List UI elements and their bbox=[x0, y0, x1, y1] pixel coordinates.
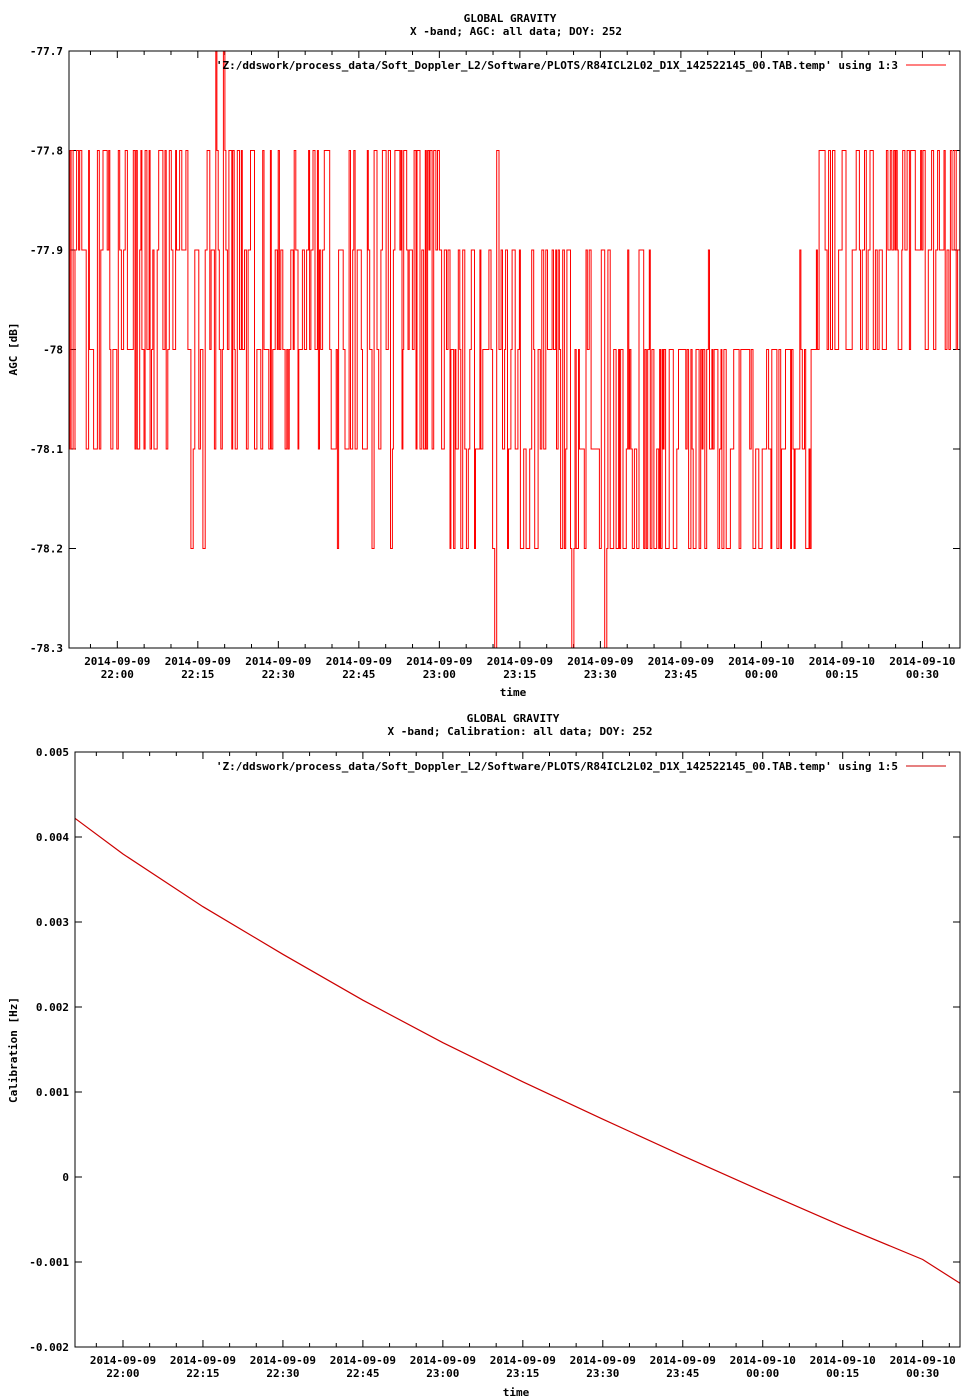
x-tick-time-label: 23:00 bbox=[426, 1367, 460, 1380]
y-tick-label: 0 bbox=[62, 1171, 69, 1184]
x-tick-time-label: 23:45 bbox=[666, 1367, 700, 1380]
chart-subtitle: X -band; Calibration: all data; DOY: 252 bbox=[387, 725, 653, 738]
x-tick-time-label: 23:15 bbox=[506, 1367, 540, 1380]
x-tick-time-label: 22:30 bbox=[266, 1367, 300, 1380]
x-tick-time-label: 22:15 bbox=[181, 668, 215, 681]
x-tick-date-label: 2014-09-09 bbox=[567, 655, 634, 668]
plot-frame bbox=[75, 752, 960, 1347]
x-tick-date-label: 2014-09-09 bbox=[84, 655, 151, 668]
x-tick-date-label: 2014-09-09 bbox=[169, 1354, 237, 1367]
chart-subtitle: X -band; AGC: all data; DOY: 252 bbox=[410, 25, 622, 38]
x-tick-date-label: 2014-09-10 bbox=[729, 1354, 796, 1367]
x-tick-time-label: 00:00 bbox=[746, 1367, 780, 1380]
x-tick-time-label: 22:45 bbox=[342, 668, 376, 681]
x-tick-time-label: 00:15 bbox=[825, 668, 859, 681]
y-tick-label: 0.003 bbox=[35, 916, 69, 929]
y-tick-label: -77.7 bbox=[29, 45, 63, 58]
x-tick-time-label: 23:00 bbox=[422, 668, 456, 681]
y-tick-label: -77.9 bbox=[29, 244, 63, 257]
x-tick-date-label: 2014-09-09 bbox=[329, 1354, 397, 1367]
x-tick-date-label: 2014-09-09 bbox=[489, 1354, 556, 1367]
y-tick-label: -78 bbox=[43, 343, 63, 357]
x-tick-time-label: 00:15 bbox=[826, 1367, 860, 1380]
x-tick-date-label: 2014-09-10 bbox=[808, 655, 876, 668]
x-tick-time-label: 23:15 bbox=[503, 668, 537, 681]
x-tick-time-label: 22:15 bbox=[186, 1367, 220, 1380]
agc-series-line bbox=[69, 51, 960, 648]
y-tick-label: -0.002 bbox=[29, 1341, 69, 1354]
x-tick-time-label: 22:45 bbox=[346, 1367, 380, 1380]
x-tick-time-label: 22:30 bbox=[261, 668, 295, 681]
chart-title: GLOBAL GRAVITY bbox=[463, 12, 557, 25]
x-tick-date-label: 2014-09-10 bbox=[809, 1354, 876, 1367]
y-axis-label: Calibration [Hz] bbox=[7, 997, 20, 1103]
x-tick-date-label: 2014-09-09 bbox=[409, 1354, 476, 1367]
x-axis-label: time bbox=[502, 1386, 530, 1399]
x-tick-date-label: 2014-09-09 bbox=[164, 655, 231, 668]
calibration-chart bbox=[0, 700, 980, 1400]
x-tick-time-label: 00:30 bbox=[906, 1367, 940, 1380]
x-tick-date-label: 2014-09-10 bbox=[728, 655, 795, 668]
x-tick-date-label: 2014-09-09 bbox=[569, 1354, 636, 1367]
y-tick-label: -78.1 bbox=[29, 443, 63, 456]
y-tick-label: -0.001 bbox=[29, 1256, 69, 1269]
x-tick-date-label: 2014-09-09 bbox=[406, 655, 473, 668]
legend-label: 'Z:/ddswork/process_data/Soft_Doppler_L2/Software/PLOTS/R84ICL2L02_D1X_142522145_00.TAB.temp' using 1:5 bbox=[215, 760, 898, 773]
x-tick-date-label: 2014-09-09 bbox=[249, 1354, 317, 1367]
legend-label: 'Z:/ddswork/process_data/Soft_Doppler_L2/Software/PLOTS/R84ICL2L02_D1X_142522145_00.TAB.temp' using 1:3 bbox=[215, 59, 898, 72]
x-tick-date-label: 2014-09-09 bbox=[325, 655, 392, 668]
y-axis-label: AGC [dB] bbox=[7, 322, 20, 376]
x-tick-date-label: 2014-09-09 bbox=[486, 655, 553, 668]
x-tick-time-label: 00:30 bbox=[905, 668, 939, 681]
x-tick-time-label: 23:30 bbox=[586, 1367, 620, 1380]
y-tick-label: -78.2 bbox=[29, 542, 63, 556]
x-tick-time-label: 22:00 bbox=[100, 668, 134, 681]
y-tick-label: 0.002 bbox=[35, 1001, 69, 1014]
calibration-series-line bbox=[75, 818, 960, 1283]
x-tick-time-label: 22:00 bbox=[106, 1367, 140, 1380]
x-axis-label: time bbox=[499, 686, 527, 699]
x-tick-date-label: 2014-09-09 bbox=[245, 655, 312, 668]
x-tick-date-label: 2014-09-09 bbox=[647, 655, 715, 668]
y-tick-label: 0.001 bbox=[35, 1086, 69, 1099]
chart-title: GLOBAL GRAVITY bbox=[466, 712, 560, 725]
x-tick-date-label: 2014-09-09 bbox=[649, 1354, 716, 1367]
x-tick-time-label: 00:00 bbox=[744, 668, 778, 681]
y-tick-label: 0.004 bbox=[35, 831, 69, 844]
y-tick-label: -77.8 bbox=[29, 144, 63, 158]
x-tick-time-label: 23:45 bbox=[664, 668, 698, 681]
x-tick-date-label: 2014-09-09 bbox=[89, 1354, 157, 1367]
x-tick-time-label: 23:30 bbox=[583, 668, 617, 681]
x-tick-date-label: 2014-09-10 bbox=[889, 1354, 956, 1367]
x-tick-date-label: 2014-09-10 bbox=[889, 655, 956, 668]
y-tick-label: -78.3 bbox=[29, 642, 63, 655]
y-tick-label: 0.005 bbox=[35, 746, 69, 759]
